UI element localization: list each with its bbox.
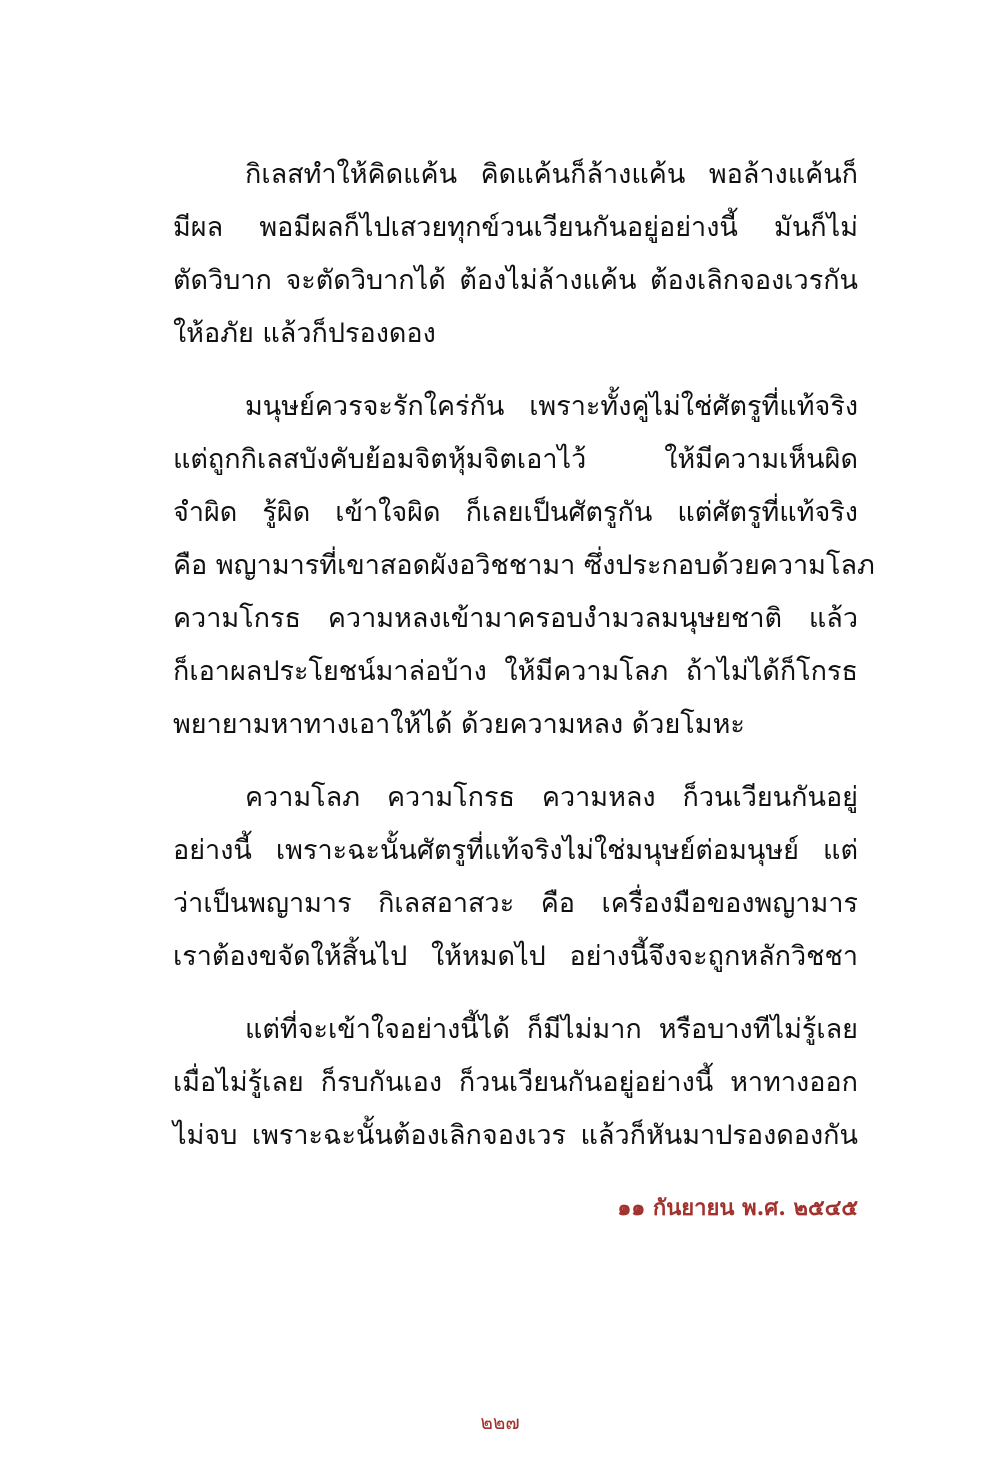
paragraph-2 (173, 380, 875, 751)
text-line: มีผล พอมีผลก็ไปเสวยทุกข์วนเวียนกันอยู่อย่างนี้ มันก็ไม่ (173, 212, 858, 243)
text-line: เมื่อไม่รู้เลย ก็รบกันเอง ก็วนเวียนกันอยู่อย่างนี้ หาทางออก (173, 1067, 858, 1098)
text-line: แต่ถูกกิเลสบังคับย้อมจิตหุ้มจิตเอาไว้ ให้มีความเห็นผิด (173, 444, 858, 475)
text-line: เราต้องขจัดให้สิ้นไป ให้หมดไป อย่างนี้จึงจะถูกหลักวิชชา (173, 941, 858, 972)
date-signature: ๑๑ กันยายน พ.ศ. ๒๕๔๕ (617, 1195, 858, 1221)
text-line: ความโกรธ ความหลงเข้ามาครอบงำมวลมนุษยชาติ แล้ว (173, 603, 858, 634)
text-line: แต่ที่จะเข้าใจอย่างนี้ได้ ก็มีไม่มาก หรือบางทีไม่รู้เลย (245, 1014, 858, 1045)
paragraph-1 (173, 148, 858, 360)
page-number: ๒๒๗ (480, 1412, 520, 1434)
text-line: กิเลสทำให้คิดแค้น คิดแค้นก็ล้างแค้น พอล้างแค้นก็ (245, 159, 858, 190)
text-line: ว่าเป็นพญามาร กิเลสอาสวะ คือ เครื่องมือของพญามาร (173, 888, 858, 919)
text-line: อย่างนี้ เพราะฉะนั้นศัตรูที่แท้จริงไม่ใช่มนุษย์ต่อมนุษย์ แต่ (173, 835, 858, 866)
text-line: มนุษย์ควรจะรักใคร่กัน เพราะทั้งคู่ไม่ใช่ศัตรูที่แท้จริง (245, 391, 858, 422)
text-line: ตัดวิบาก จะตัดวิบากได้ ต้องไม่ล้างแค้น ต้องเลิกจองเวรกัน (173, 265, 858, 296)
text-line: คือ พญามารที่เขาสอดผังอวิชชามา ซึ่งประกอบด้วยความโลภ (173, 550, 875, 581)
text-line: จำผิด รู้ผิด เข้าใจผิด ก็เลยเป็นศัตรูกัน แต่ศัตรูที่แท้จริง (173, 497, 858, 528)
document-body (173, 148, 875, 1182)
text-line: ก็เอาผลประโยชน์มาล่อบ้าง ให้มีความโลภ ถ้าไม่ได้ก็โกรธ (173, 656, 858, 687)
text-line: พยายามหาทางเอาให้ได้ ด้วยความหลง ด้วยโมหะ (173, 709, 745, 740)
text-line: ให้อภัย แล้วก็ปรองดอง (173, 318, 436, 349)
paragraph-3 (173, 771, 858, 983)
paragraph-4 (173, 1003, 858, 1162)
text-line: ไม่จบ เพราะฉะนั้นต้องเลิกจองเวร แล้วก็หันมาปรองดองกัน (173, 1120, 858, 1151)
text-line: ความโลภ ความโกรธ ความหลง ก็วนเวียนกันอยู่ (245, 782, 858, 813)
